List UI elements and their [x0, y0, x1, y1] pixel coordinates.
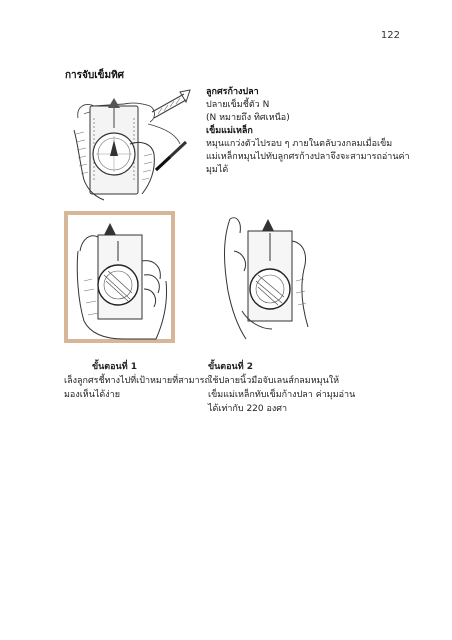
desc-line: หมุนแกว่งตัวไปรอบ ๆ ภายในตลับวงกลมเมื่อเข็ม [206, 139, 393, 149]
step-1-illustration [64, 211, 175, 343]
step-2-text: ได้เท่ากับ 220 องศา [208, 404, 288, 414]
page-number: 122 [380, 30, 400, 41]
step-2-illustration [208, 211, 319, 343]
heading-magnetic-needle: เข็มแม่เหล็ก [206, 126, 253, 136]
step-1-label: ขั้นตอนที่ 1 [92, 362, 138, 372]
step-2-text: เข็มแม่เหล็กทับเข็มก้างปลา ค่ามุมอ่าน [208, 390, 356, 400]
desc-line: ปลายเข็มชี้ตัว N [206, 100, 270, 110]
desc-line: (N หมายถึง ทิศเหนือ) [206, 113, 290, 123]
desc-line: แม่เหล็กหมุนไปทับลูกศรก้างปลาจึงจะสามารถอ่านค่า [206, 152, 410, 162]
step-2-label: ขั้นตอนที่ 2 [208, 362, 254, 372]
step-1-text: เล็งลูกศรชี้ทางไปที่เป้าหมายที่สามารถ [64, 376, 210, 386]
step-1-text: มองเห็นได้ง่าย [64, 390, 120, 400]
direction-arrow-illustration [148, 84, 198, 174]
step-2-text: ใช้ปลายนิ้วมือจับเลนส์กลมหมุนให้ [208, 376, 340, 386]
heading-fishbone-arrow: ลูกศรก้างปลา [206, 87, 259, 97]
section-title: การจับเข็มทิศ [65, 70, 125, 81]
desc-line: มุมได้ [206, 165, 229, 175]
